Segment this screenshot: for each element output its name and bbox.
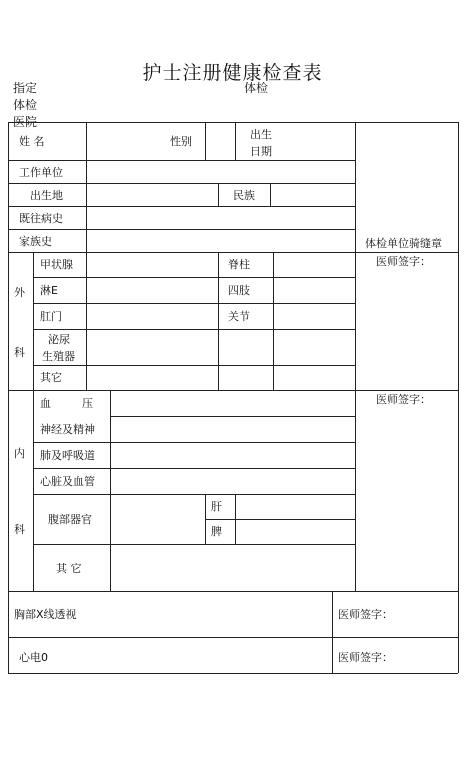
- designated-label: 指定: [13, 81, 38, 95]
- birth-date-label-line1: 出生: [250, 128, 272, 141]
- thyroid-label: 甲状腺: [40, 258, 73, 271]
- table-border-top: [8, 122, 458, 123]
- surgery-section-label-1: 外: [14, 286, 25, 299]
- spleen-label: 脾: [211, 525, 222, 538]
- heart-label: 心脏及血管: [40, 475, 95, 488]
- urinary-label-line1: 泌尿: [48, 333, 70, 346]
- hospital-label-clipped: 医院: [13, 115, 38, 129]
- medical-history-label: 既往病史: [19, 212, 63, 225]
- birthplace-label: 出生地: [30, 189, 63, 202]
- spine-label: 脊柱: [228, 258, 250, 271]
- internal-section-label-2: 科: [14, 523, 25, 536]
- internal-other-label: 其 它: [56, 562, 82, 575]
- xray-label: 胸部X线透视: [14, 608, 77, 621]
- internal-doctor-signature: 医师签字：: [376, 393, 431, 406]
- surgery-doctor-signature: 医师签字：: [376, 255, 431, 268]
- bottom-signature-divider: [332, 591, 333, 673]
- work-unit-label: 工作单位: [19, 166, 63, 179]
- internal-section-label-1: 内: [14, 447, 25, 460]
- ethnicity-label: 民族: [233, 189, 255, 202]
- gender-label: 性别: [170, 135, 192, 148]
- lungs-label: 肺及呼吸道: [40, 449, 95, 462]
- nervous-label: 神经及精神: [40, 423, 95, 436]
- table-border-right: [458, 122, 459, 673]
- form-title: 护士注册健康检查表: [142, 62, 323, 84]
- signature-column-divider: [355, 122, 356, 591]
- ecg-doctor-signature: 医师签字：: [338, 651, 393, 664]
- family-history-label: 家族史: [19, 235, 52, 248]
- birth-date-label-line2: 日期: [250, 145, 272, 158]
- xray-doctor-signature: 医师签字：: [338, 608, 393, 621]
- exam-label: 体检: [244, 81, 269, 95]
- liver-label: 肝: [211, 500, 222, 513]
- blood-pressure-label-1: 血: [40, 397, 51, 410]
- exam-hospital-label: 体检: [13, 98, 38, 112]
- blood-pressure-label-2: 压: [82, 397, 93, 410]
- surgery-other-label: 其它: [40, 371, 62, 384]
- seal-label: 体检单位骑缝章: [365, 237, 442, 250]
- lymph-label: 淋E: [40, 284, 58, 297]
- anus-label: 肛门: [40, 310, 62, 323]
- surgery-section-label-2: 科: [14, 346, 25, 359]
- ecg-label: 心电0: [19, 651, 48, 664]
- abdominal-label: 腹部器官: [48, 513, 92, 526]
- joints-label: 关节: [228, 310, 250, 323]
- table-border-bottom: [8, 673, 458, 674]
- limbs-label: 四肢: [228, 284, 250, 297]
- name-label: 姓 名: [19, 135, 45, 148]
- urinary-label-line2: 生殖器: [42, 350, 75, 363]
